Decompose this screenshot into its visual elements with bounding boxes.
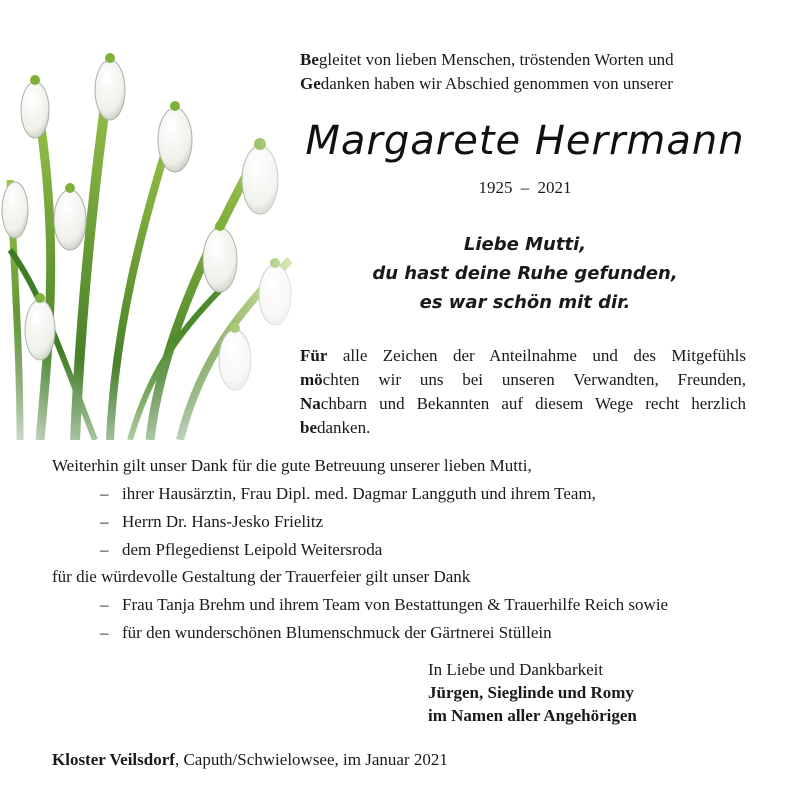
life-years: 1925 – 2021 bbox=[478, 178, 572, 197]
further-lead: Weiterhin gilt unser Dank für die gute Betreuung unserer lieben Mutti, bbox=[52, 456, 532, 475]
ceremony-thanks bbox=[52, 563, 762, 647]
list-item: – dem Pflegedienst Leipold Weitersroda bbox=[52, 536, 752, 564]
thanks-line: möchten wir uns bei unseren Verwandten, Freunden, bbox=[300, 370, 746, 389]
deceased-name: Margarete Herrmann bbox=[305, 118, 745, 164]
motto-line: es war schön mit dir. bbox=[419, 292, 631, 313]
further-thanks bbox=[52, 452, 752, 564]
thanks-line: Für alle Zeichen der Anteilnahme und des Mitgefühls bbox=[300, 346, 747, 365]
dash: – bbox=[100, 512, 109, 531]
closing-line: In Liebe und Dankbarkeit bbox=[428, 660, 604, 679]
dash: – bbox=[100, 540, 109, 559]
motto-line: Liebe Mutti, bbox=[463, 234, 587, 255]
list-item: – ihrer Hausärztin, Frau Dipl. med. Dagmar Langguth und ihrem Team, bbox=[52, 480, 752, 508]
intro-line: Gedanken haben wir Abschied genommen von unserer bbox=[300, 74, 673, 93]
signature-family: im Namen aller Angehörigen bbox=[428, 706, 637, 725]
motto-line: du hast deine Ruhe gefunden, bbox=[372, 263, 678, 284]
dash: – bbox=[100, 595, 109, 614]
ceremony-lead: für die würdevolle Gestaltung der Trauerfeier gilt unser Dank bbox=[52, 567, 471, 586]
snowdrop-flowers-image bbox=[0, 30, 310, 440]
list-item: – für den wunderschönen Blumenschmuck der Gärtnerei Stüllein bbox=[52, 619, 762, 647]
list-item: – Frau Tanja Brehm und ihrem Team von Bestattungen & Trauerhilfe Reich sowie bbox=[52, 591, 762, 619]
intro-line: Begleitet von lieben Menschen, tröstenden Worten und bbox=[300, 50, 674, 69]
closing-signature bbox=[428, 658, 768, 727]
thanks-line: bedanken. bbox=[300, 418, 371, 437]
dash: – bbox=[100, 484, 109, 503]
thanks-line: Nachbarn und Bekannten auf diesem Wege recht herzlich bbox=[300, 394, 746, 413]
signature-names: Jürgen, Sieglinde und Romy bbox=[428, 683, 634, 702]
list-item: – Herrn Dr. Hans-Jesko Frielitz bbox=[52, 508, 752, 536]
motto bbox=[300, 230, 750, 317]
dash: – bbox=[100, 623, 109, 642]
place-date: Kloster Veilsdorf, Caputh/Schwielowsee, im Januar 2021 bbox=[52, 750, 448, 769]
thanks-text bbox=[300, 344, 746, 440]
intro-text bbox=[300, 48, 746, 96]
